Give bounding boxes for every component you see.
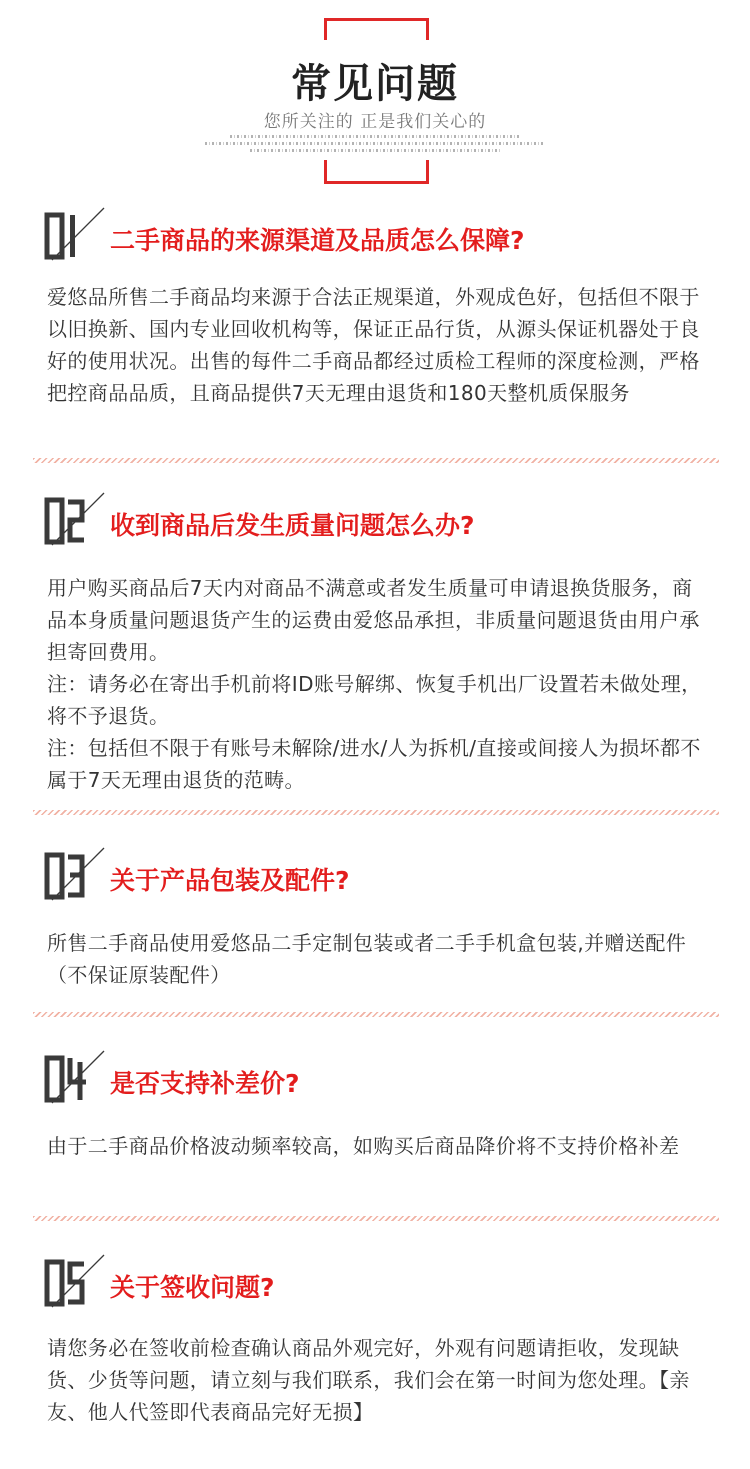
faq-heading — [44, 1048, 724, 1108]
faq-number-02 — [44, 490, 106, 546]
answer-paragraph: 请您务必在签收前检查确认商品外观完好，外观有问题请拒收，发现缺货、少货等问题，请立刻与我们联系，我们会在第一时间为您处理。【亲友、他人代签即代表商品完好无损】 — [47, 1336, 690, 1424]
faq-question: 是否支持补差价? — [110, 1069, 300, 1098]
section-divider — [33, 1216, 719, 1221]
section-divider — [33, 458, 719, 463]
page-subtitle: 您所关注的 正是我们关心的 — [263, 112, 487, 132]
faq-heading — [44, 845, 724, 905]
section-divider — [33, 810, 719, 815]
faq-question: 二手商品的来源渠道及品质怎么保障? — [110, 226, 525, 255]
faq-number-03 — [44, 845, 106, 901]
header-frame-bottom — [324, 160, 429, 184]
faq-answer — [47, 1332, 707, 1428]
faq-number-01 — [44, 205, 106, 261]
answer-note: 注：请务必在寄出手机前将ID账号解绑、恢复手机出厂设置若未做处理，将不予退货。 — [47, 672, 702, 728]
faq-number-04 — [44, 1048, 106, 1104]
section-divider — [33, 1012, 719, 1017]
faq-heading — [44, 490, 724, 550]
faq-question: 收到商品后发生质量问题怎么办? — [110, 511, 475, 540]
answer-paragraph: 由于二手商品价格波动频率较高，如购买后商品降价将不支持价格补差 — [47, 1134, 680, 1158]
answer-note: 注：包括但不限于有账号未解除/进水/人为拆机/直接或间接人为损坏都不属于7天无理由退货的范畴。 — [47, 736, 701, 792]
page-title: 常见问题 — [291, 61, 459, 107]
faq-question: 关于签收问题? — [110, 1273, 275, 1302]
faq-answer — [47, 1130, 707, 1162]
faq-question: 关于产品包装及配件? — [110, 866, 350, 895]
decorative-microtext — [230, 135, 520, 138]
faq-answer — [47, 281, 707, 409]
decorative-microtext — [250, 149, 500, 152]
answer-paragraph: 爱悠品所售二手商品均来源于合法正规渠道，外观成色好，包括但不限于以旧换新、国内专业回收机构等，保证正品行货，从源头保证机器处于良好的使用状况。出售的每件二手商品都经过质检工程师的深度检测，严格把控商品品质，且商品提供7天无理由退货和180天整机质保服务 — [47, 285, 700, 405]
faq-heading — [44, 205, 724, 265]
faq-heading — [44, 1252, 724, 1312]
faq-header — [0, 0, 750, 190]
answer-paragraph: 所售二手商品使用爱悠品二手定制包装或者二手手机盒包装,并赠送配件（不保证原装配件） — [47, 931, 687, 987]
decorative-microtext — [205, 142, 545, 145]
answer-paragraph: 用户购买商品后7天内对商品不满意或者发生质量可申请退换货服务，商品本身质量问题退货产生的运费由爱悠品承担，非质量问题退货由用户承担寄回费用。 — [47, 576, 700, 664]
faq-number-05 — [44, 1252, 106, 1308]
faq-answer — [47, 927, 707, 991]
header-frame-top — [324, 18, 429, 40]
faq-answer — [47, 572, 707, 796]
